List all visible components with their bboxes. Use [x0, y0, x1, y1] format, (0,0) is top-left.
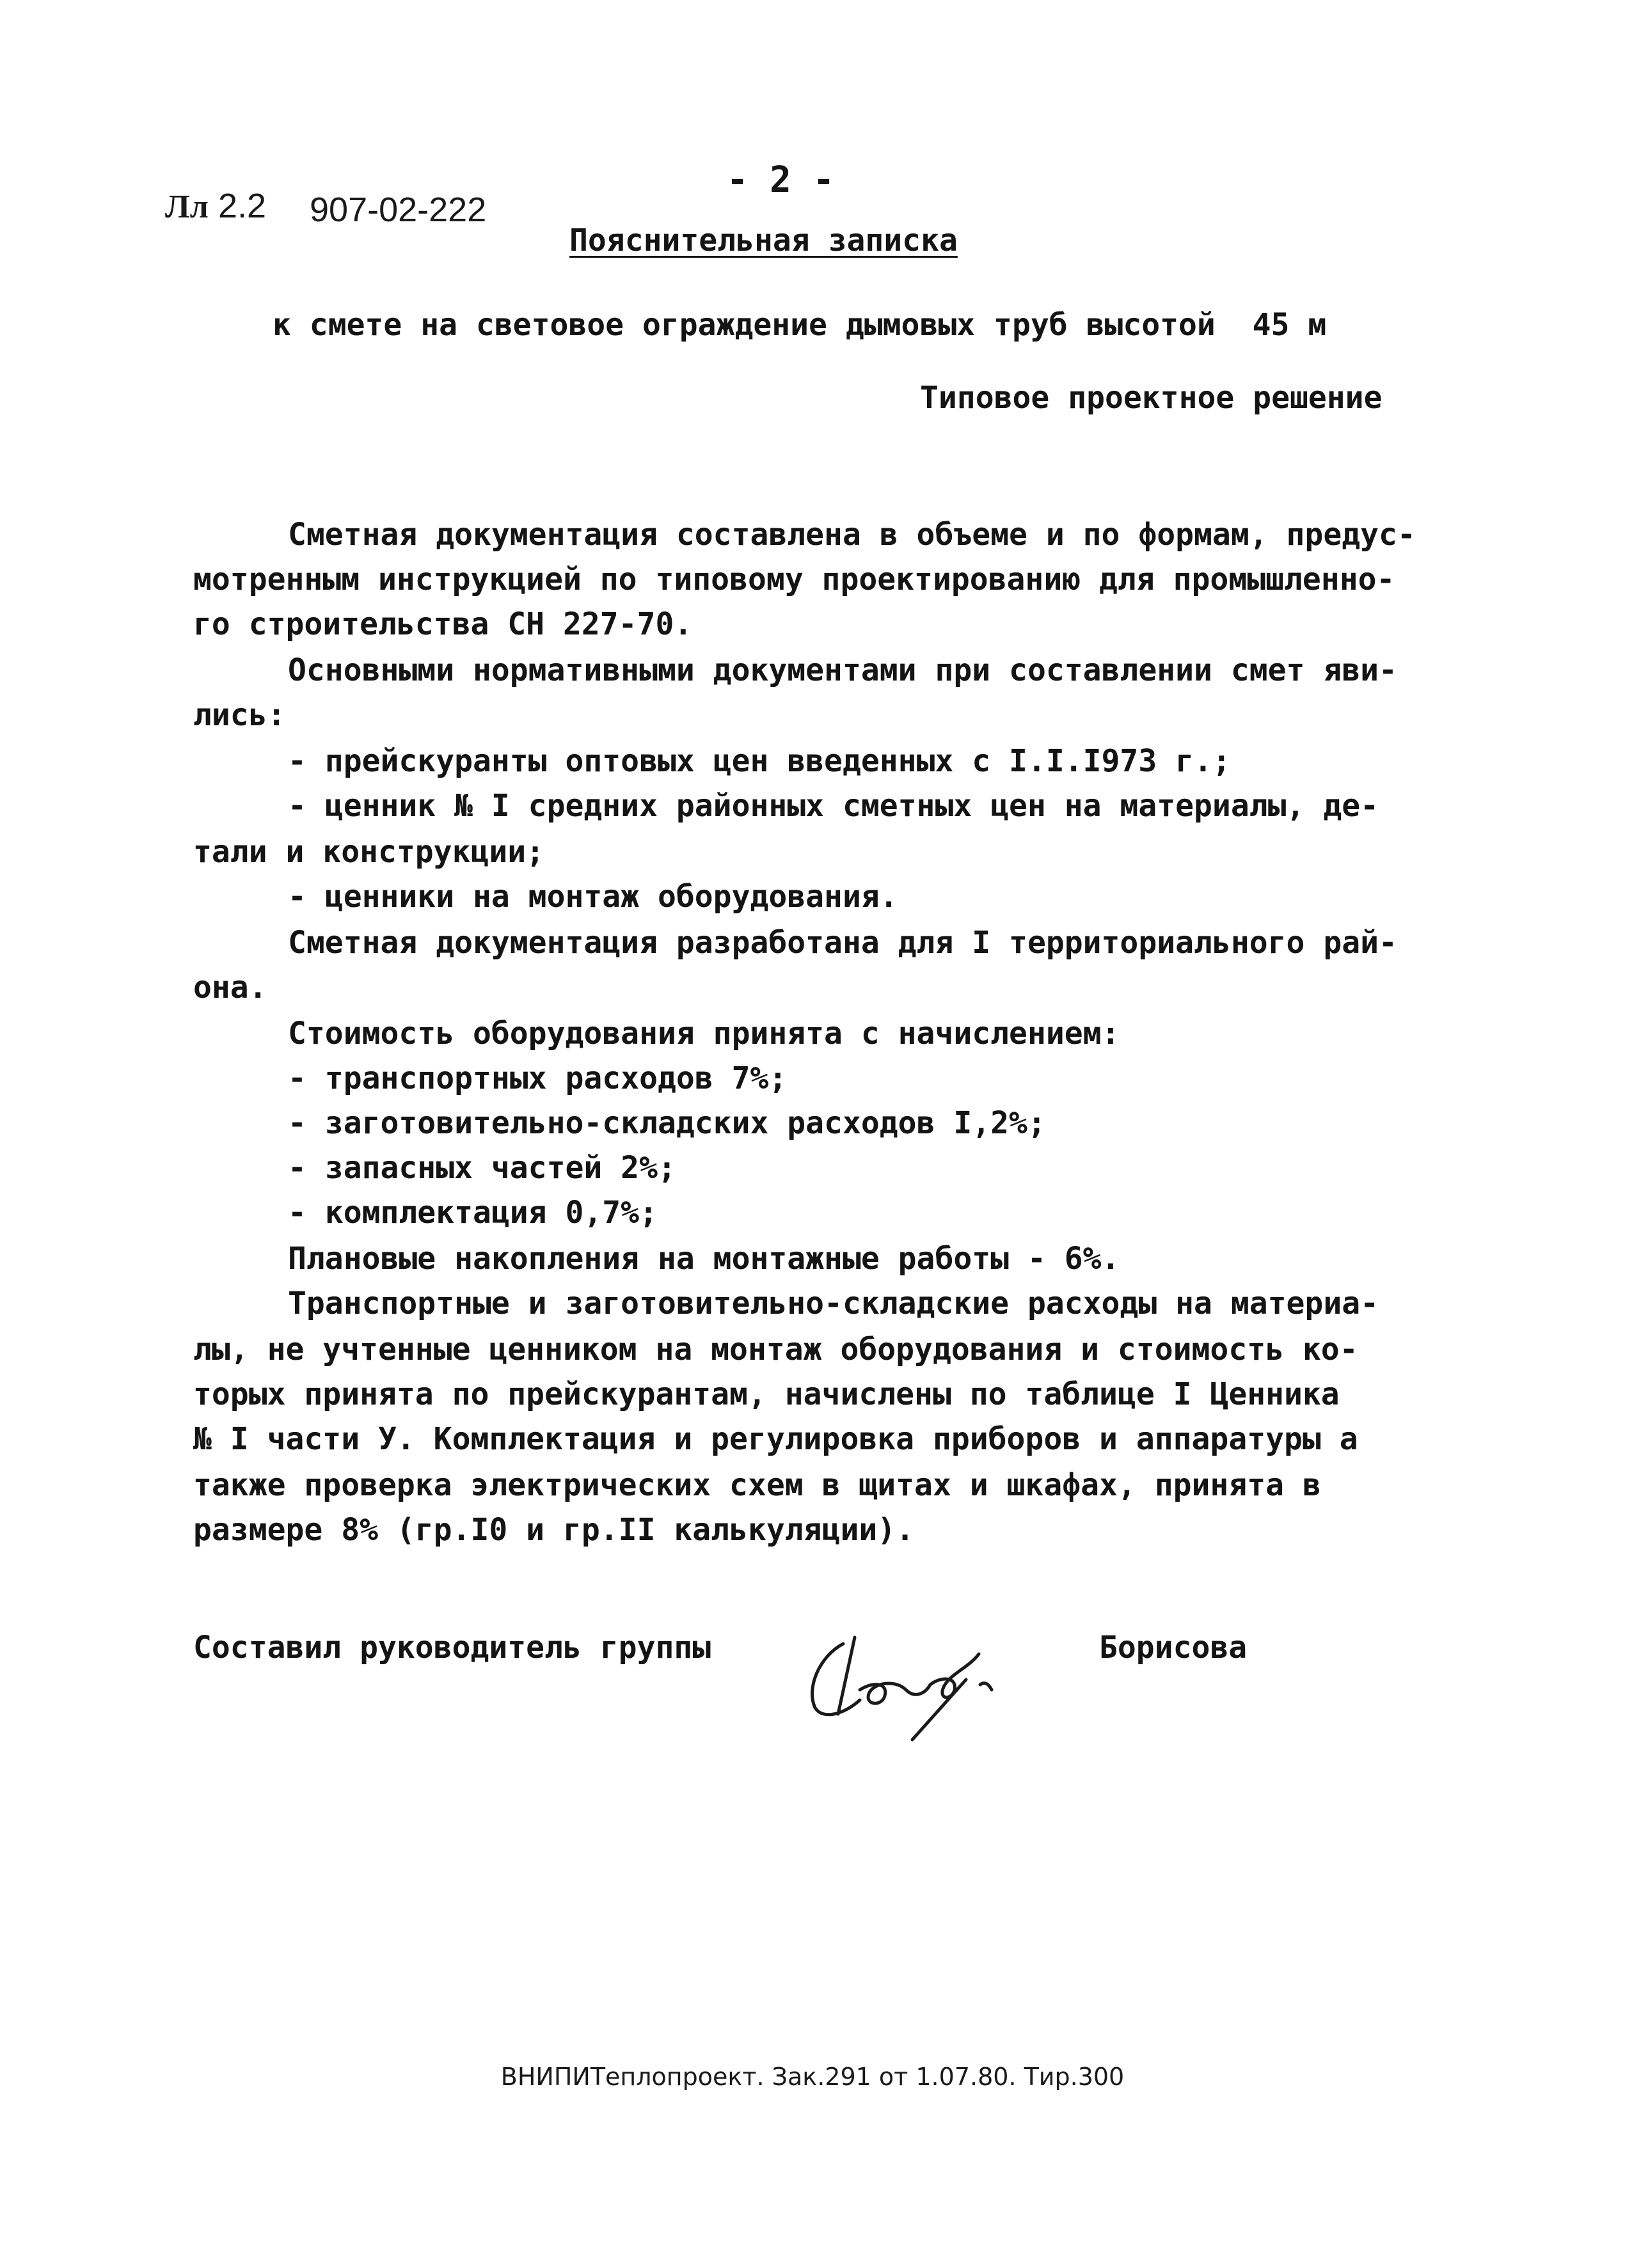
- body-line: - ценник № I средних районных сметных цен на материалы, де-: [288, 788, 1379, 824]
- body-line: она.: [193, 970, 267, 1005]
- body-line: Стоимость оборудования принята с начислением:: [288, 1016, 1120, 1051]
- body-line: Транспортные и заготовительно-складские расходы на материа-: [288, 1286, 1379, 1321]
- sheet-prefix: Лл: [165, 189, 209, 225]
- body-line: Основными нормативными документами при составлении смет яви-: [288, 652, 1397, 688]
- document-type: Типовое проектное решение: [920, 380, 1383, 416]
- body-line: - транспортных расходов 7%;: [288, 1060, 788, 1096]
- body-line: размере 8% (гр.I0 и гр.II калькуляции).: [193, 1512, 915, 1548]
- document-subtitle: к смете на световое ограждение дымовых труб высотой 45 м: [273, 307, 1327, 343]
- body-line: го строительства СН 227-70.: [193, 606, 693, 642]
- body-line: - заготовительно-складских расходов I,2%;: [288, 1105, 1046, 1141]
- body-line: - ценники на монтаж оборудования.: [288, 879, 898, 915]
- body-line: - запасных частей 2%;: [288, 1150, 676, 1186]
- body-line: мотренным инструкцией по типовому проектированию для промышленно-: [193, 562, 1395, 597]
- signature-label: Составил руководитель группы: [193, 1630, 711, 1666]
- body-line: Плановые накопления на монтажные работы - 6%.: [288, 1241, 1120, 1277]
- print-footer: ВНИПИТеплопроект. Зак.291 от 1.07.80. Тир.300: [500, 2063, 1125, 2091]
- body-line: - прейскуранты оптовых цен введенных с I.I.I973 г.;: [288, 743, 1231, 779]
- body-line: также проверка электрических схем в щитах и шкафах, принята в: [193, 1467, 1321, 1503]
- body-line: Сметная документация разработана для I территориального рай-: [288, 925, 1397, 961]
- body-line: - комплектация 0,7%;: [288, 1195, 658, 1231]
- body-line: Сметная документация составлена в объеме и по формам, предус-: [288, 517, 1416, 553]
- body-line: тали и конструкции;: [193, 834, 545, 870]
- page-number: - 2 -: [726, 159, 835, 201]
- sheet-num: 2.2: [218, 187, 267, 225]
- sheet-number: [165, 187, 266, 226]
- signer-name: Борисова: [1099, 1630, 1248, 1666]
- body-line: лы, не учтенные ценником на монтаж оборудования и стоимость ко-: [193, 1332, 1358, 1367]
- document-number: 907-02-222: [310, 191, 487, 229]
- handwritten-signature: [793, 1618, 1024, 1746]
- body-line: лись:: [193, 697, 286, 733]
- body-line: № I части У. Комплектация и регулировка приборов и аппаратуры а: [193, 1421, 1358, 1457]
- document-title: Пояснительная записка: [569, 223, 958, 258]
- body-line: торых принята по прейскурантам, начислены по таблице I Ценника: [193, 1376, 1340, 1412]
